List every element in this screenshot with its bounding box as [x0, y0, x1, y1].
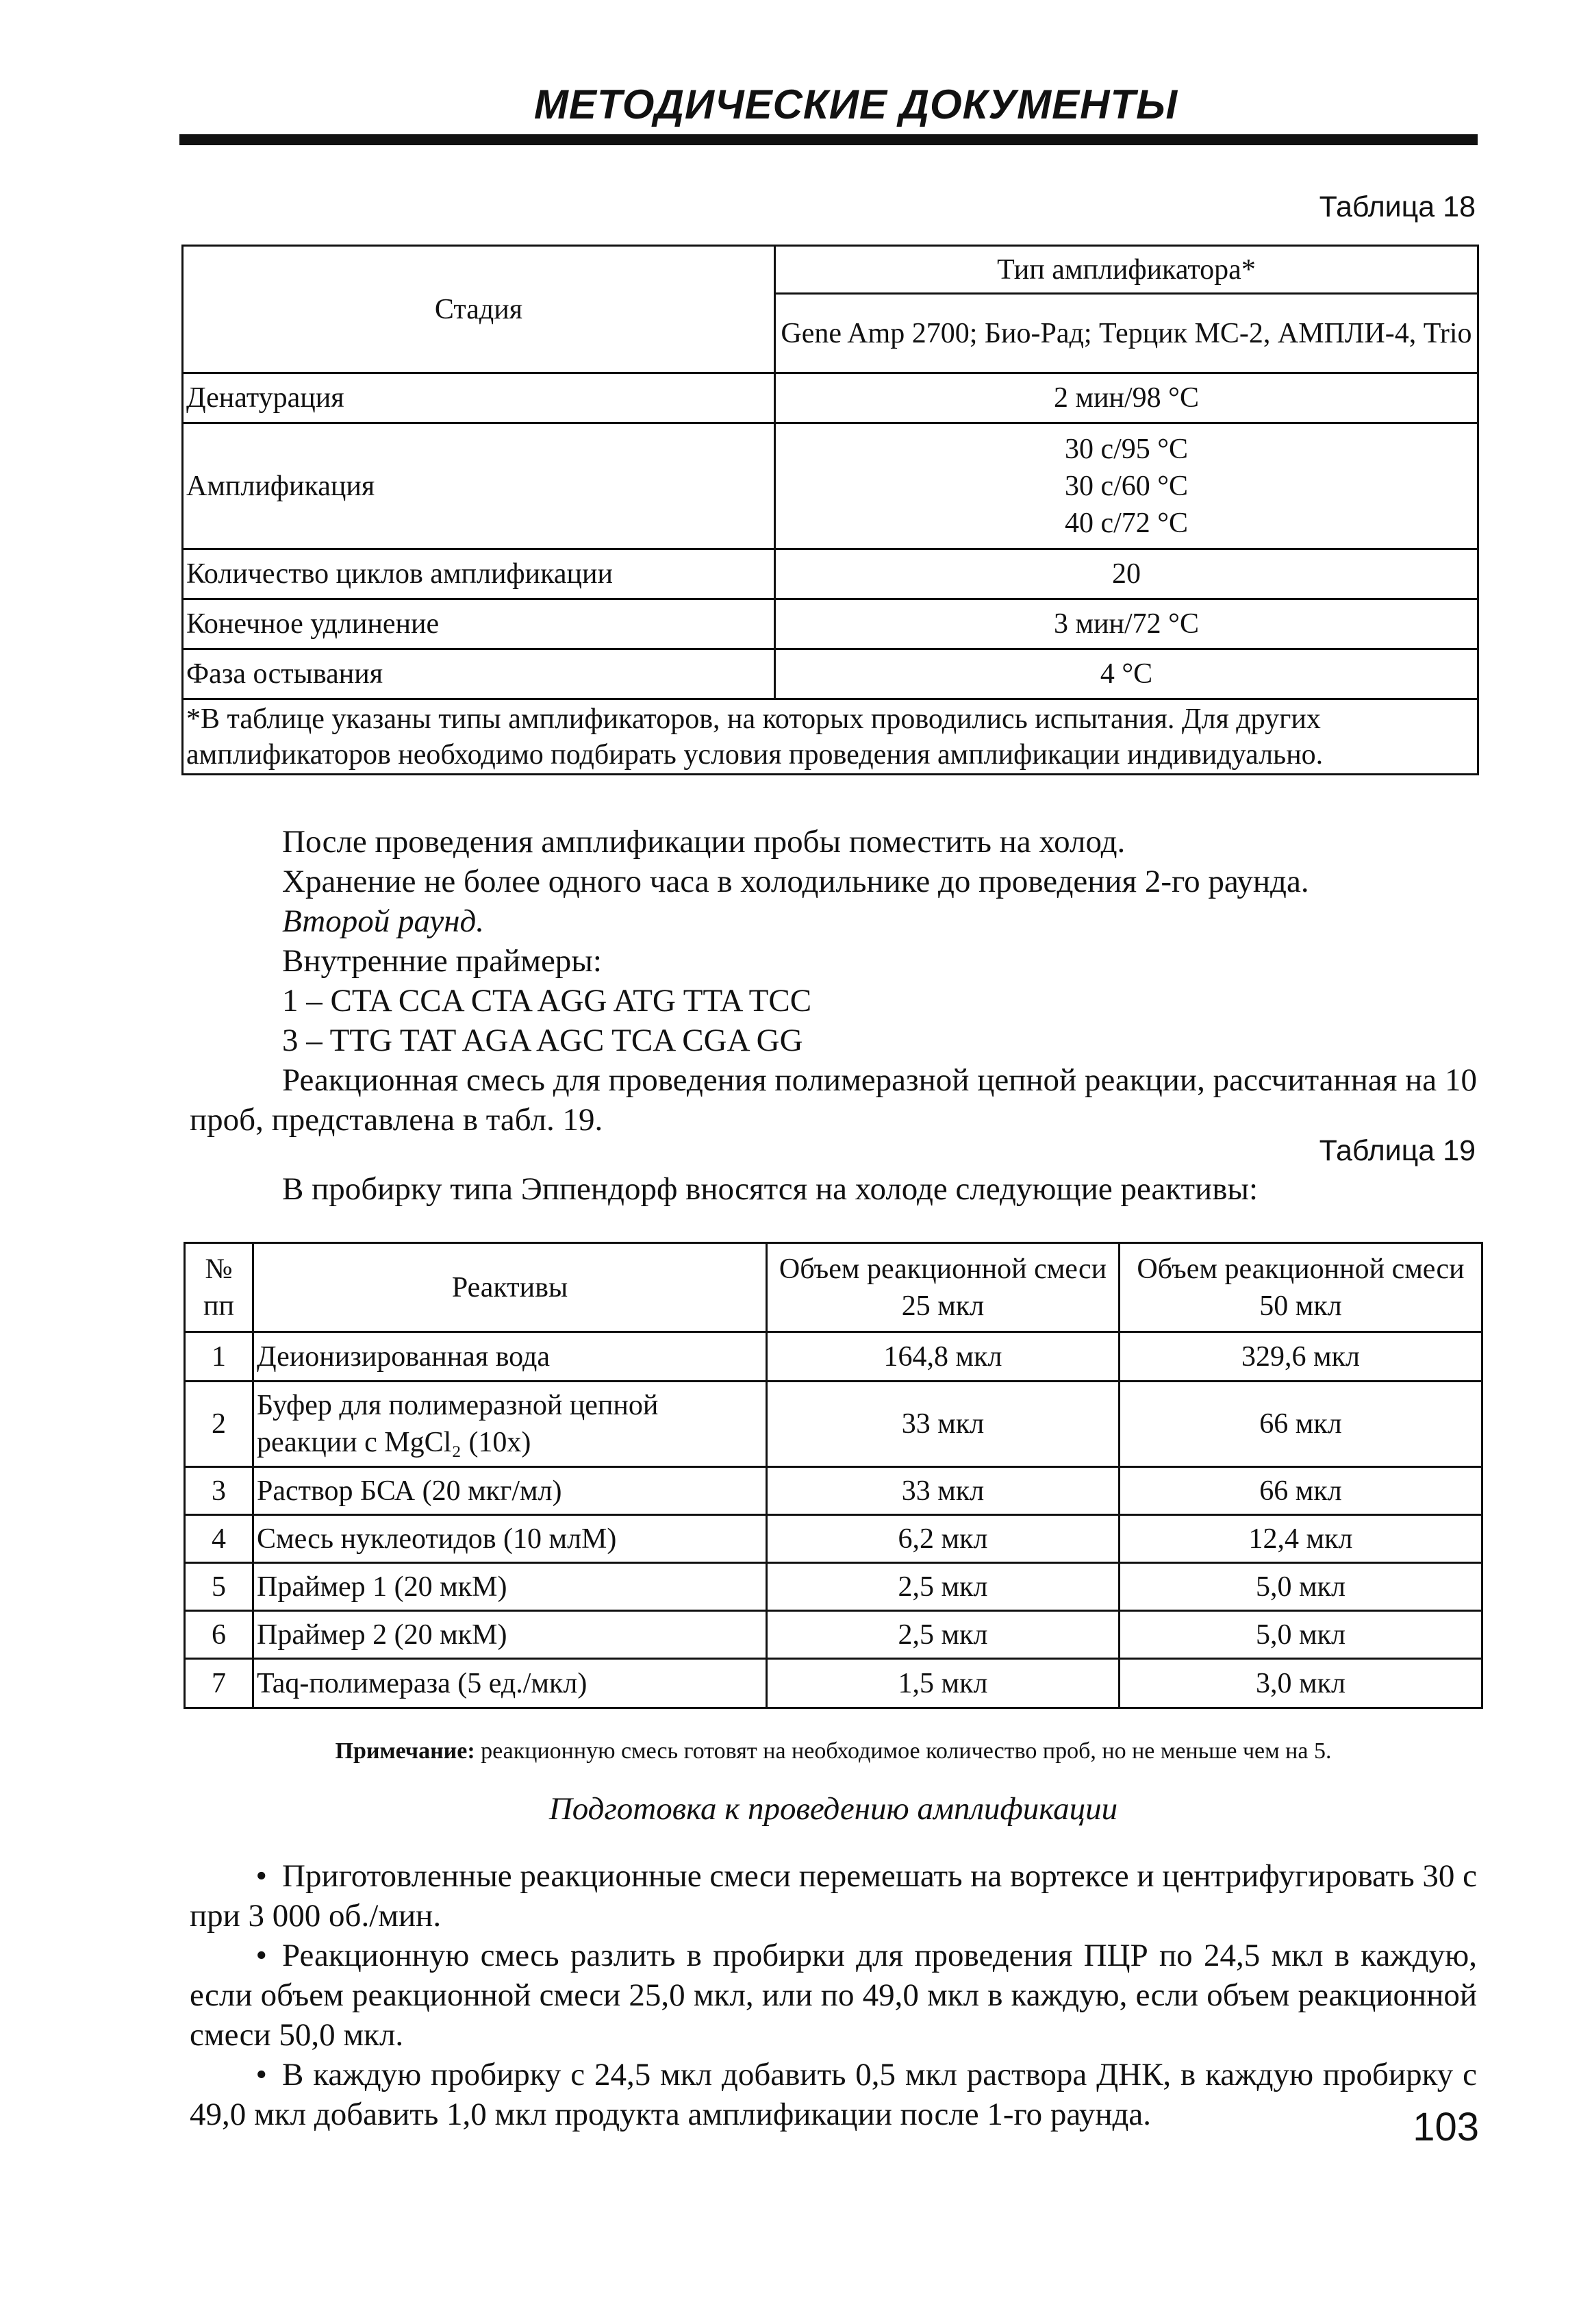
- value-cell: 2 мин/98 °С: [775, 373, 1478, 423]
- table-row: [185, 1382, 1482, 1467]
- note-label: Примечание:: [335, 1738, 475, 1764]
- bullet-icon: •: [255, 2057, 267, 2092]
- volume-50: 66 мкл: [1120, 1467, 1482, 1515]
- stage-cell: Амплификация: [183, 423, 775, 549]
- table-row: [183, 599, 1478, 649]
- reagent-name: Праймер 1 (20 мкМ): [253, 1563, 767, 1611]
- volume-25: 6,2 мкл: [767, 1515, 1120, 1563]
- bullet-icon: •: [255, 1858, 267, 1894]
- value-cell: 20: [775, 549, 1478, 599]
- volume-25: 33 мкл: [767, 1467, 1120, 1515]
- table18-devices: Gene Amp 2700; Био-Рад; Терцик МС-2, АМПЛИ-4, Trio: [775, 294, 1478, 373]
- row-number: 3: [185, 1467, 253, 1515]
- value-line: 40 с/72 °С: [1064, 507, 1189, 539]
- table18-stage-header: Стадия: [183, 246, 775, 373]
- bullet-text: В каждую пробирку с 24,5 мкл добавить 0,5 мкл раствора ДНК, в каждую пробирку с 49,0 мкл добавить 1,0 мкл продукта амплификации после 1-го раунда.: [190, 2057, 1477, 2132]
- volume-25: 33 мкл: [767, 1382, 1120, 1467]
- table-row: [185, 1659, 1482, 1708]
- table19-col-no: № пп: [185, 1243, 253, 1332]
- bullet-text: Приготовленные реакционные смеси перемешать на вортексе и центрифугировать 30 с при 3 000 об./мин.: [190, 1858, 1477, 1934]
- value-cell: 4 °С: [775, 649, 1478, 699]
- table18-caption: Таблица 18: [1319, 190, 1476, 223]
- stage-cell: Конечное удлинение: [183, 599, 775, 649]
- row-number: 6: [185, 1611, 253, 1659]
- table-row: [185, 1332, 1482, 1382]
- table19-col-25: Объем реакционной смеси 25 мкл: [767, 1243, 1120, 1332]
- bullet-text: Реакционную смесь разлить в пробирки для проведения ПЦР по 24,5 мкл в каждую, если объем реакционной смеси 25,0 мкл, или по 49,0 мкл в каждую, если объем реакционной смеси 50,0 мкл.: [190, 1938, 1477, 2053]
- row-number: 2: [185, 1382, 253, 1467]
- paragraph: Хранение не более одного часа в холодильнике до проведения 2-го раунда.: [282, 864, 1309, 899]
- running-header: МЕТОДИЧЕСКИЕ ДОКУМЕНТЫ: [533, 82, 1178, 127]
- value-cell: 3 мин/72 °С: [775, 599, 1478, 649]
- table-row: [183, 549, 1478, 599]
- table-row: [185, 1467, 1482, 1515]
- volume-25: 2,5 мкл: [767, 1563, 1120, 1611]
- volume-50: 66 мкл: [1120, 1382, 1482, 1467]
- primer-sequence: 1 – CTA CCA CTA AGG ATG TTA TCC: [282, 983, 812, 1019]
- table19-caption: Таблица 19: [1319, 1134, 1476, 1167]
- row-number: 4: [185, 1515, 253, 1563]
- table19-col-reagent: Реактивы: [253, 1243, 767, 1332]
- subheading-second-round: Второй раунд.: [282, 903, 485, 939]
- table-row: [183, 649, 1478, 699]
- table19-col-50: Объем реакционной смеси 50 мкл: [1120, 1243, 1482, 1332]
- table-row: [185, 1563, 1482, 1611]
- row-number: 5: [185, 1563, 253, 1611]
- value-cell: [775, 423, 1478, 549]
- volume-50: 5,0 мкл: [1120, 1611, 1482, 1659]
- paragraph: В пробирку типа Эппендорф вносятся на холоде следующие реактивы:: [282, 1171, 1259, 1207]
- table-row: [183, 423, 1478, 549]
- paragraph: После проведения амплификации пробы поместить на холод.: [282, 824, 1126, 860]
- page-number: 103: [1413, 2105, 1479, 2149]
- table18-footnote: *В таблице указаны типы амплификаторов, на которых проводились испытания. Для других амплификаторов необходимо подбирать условия проведения амплификации индивидуально.: [183, 699, 1478, 775]
- table18: [181, 245, 1479, 775]
- volume-25: 164,8 мкл: [767, 1332, 1120, 1382]
- table-row: [183, 373, 1478, 423]
- header-rule: [179, 134, 1478, 145]
- table19: [184, 1242, 1483, 1709]
- paragraph: Внутренние праймеры:: [282, 943, 602, 979]
- section-title: Подготовка к проведению амплификации: [548, 1791, 1118, 1827]
- primer-sequence: 3 – TTG TAT AGA AGC TCA CGA GG: [282, 1023, 803, 1058]
- reagent-name: Смесь нуклеотидов (10 млМ): [253, 1515, 767, 1563]
- bullet-item: [190, 1936, 1477, 2055]
- value-line: 30 с/60 °С: [1064, 470, 1189, 502]
- stage-cell: Денатурация: [183, 373, 775, 423]
- bullet-item: [190, 1856, 1477, 1936]
- table19-note: [190, 1738, 1477, 1764]
- table-row: [185, 1515, 1482, 1563]
- stage-cell: Фаза остывания: [183, 649, 775, 699]
- volume-25: 1,5 мкл: [767, 1659, 1120, 1708]
- reagent-name: Раствор БСА (20 мкг/мл): [253, 1467, 767, 1515]
- volume-25: 2,5 мкл: [767, 1611, 1120, 1659]
- row-number: 1: [185, 1332, 253, 1382]
- reagent-name: Taq-полимераза (5 ед./мкл): [253, 1659, 767, 1708]
- reagent-name: Праймер 2 (20 мкМ): [253, 1611, 767, 1659]
- stage-cell: Количество циклов амплификации: [183, 549, 775, 599]
- table-row: [185, 1611, 1482, 1659]
- volume-50: 329,6 мкл: [1120, 1332, 1482, 1382]
- volume-50: 3,0 мкл: [1120, 1659, 1482, 1708]
- note-text: реакционную смесь готовят на необходимое количество проб, но не меньше чем на 5.: [481, 1738, 1332, 1764]
- reagent-name: Буфер для полимеразной цепной реакции с MgCl₂ (10х): [253, 1382, 767, 1467]
- bullet-icon: •: [255, 1938, 267, 1973]
- row-number: 7: [185, 1659, 253, 1708]
- table18-type-header: Тип амплификатора*: [775, 246, 1478, 294]
- bullet-item: [190, 2055, 1477, 2134]
- volume-50: 12,4 мкл: [1120, 1515, 1482, 1563]
- reagent-name: Деионизированная вода: [253, 1332, 767, 1382]
- value-line: 30 с/95 °С: [1064, 433, 1189, 465]
- volume-50: 5,0 мкл: [1120, 1563, 1482, 1611]
- paragraph: Реакционная смесь для проведения полимеразной цепной реакции, рассчитанная на 10 проб, представлена в табл. 19.: [190, 1062, 1477, 1138]
